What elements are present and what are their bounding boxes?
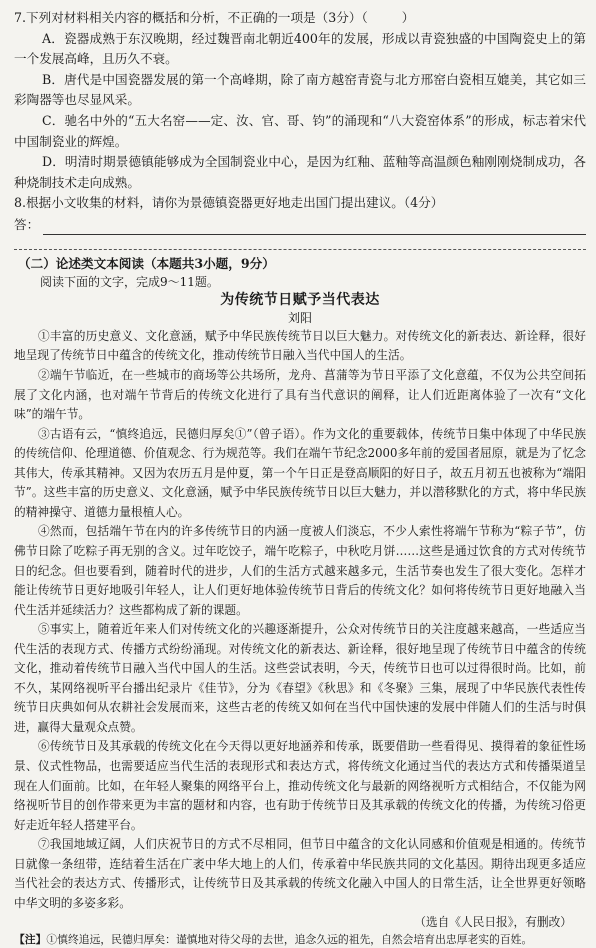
question-8-stem: 8.根据小文收集的材料，请你为景德镇瓷器更好地走出国门提出建议。（4分） <box>14 195 444 211</box>
section-divider <box>14 249 586 250</box>
article-paragraph-2: ②端午节临近，在一些城市的商场等公共场所，龙舟、菖蒲等为节日平添了文化意蕴，不仅为公共空间拓展了文化内涵，也对端午节背后的传统文化进行了具有当代意识的阐释，让人们近距离体验了一次有“文化味”的端午节。 <box>14 368 586 422</box>
section-2-heading: （二）论述类文本阅读（本题共3小题，9分） <box>18 255 275 271</box>
article-author: 刘阳 <box>287 310 312 325</box>
article-paragraph-1: ①丰富的历史意义、文化意涵，赋予中华民族传统节日以巨大魅力。对传统文化的新表达、新诠释，很好地呈现了传统节日中蕴含的传统文化，推动传统节日融入当代中国人的生活。 <box>14 328 586 363</box>
question-7-paren-close: ） <box>401 10 415 25</box>
article-source: （选自《人民日报》，有删改） <box>414 915 572 930</box>
article-title: 为传统节日赋予当代表达 <box>220 291 380 308</box>
question-7-option-a: A．瓷器成熟于东汉晚期，经过魏晋南北朝近400年的发展，形成以青瓷独盛的中国陶瓷史上的第一个发展高峰，且历久不衰。 <box>14 30 586 67</box>
footnote <box>14 932 586 948</box>
question-7-option-c: C．驰名中外的“五大名窑——定、汝、官、哥、钧”的涌现和“八大瓷窑体系”的形成，标志着宋代中国制瓷业的辉煌。 <box>14 112 586 149</box>
answer-line[interactable] <box>43 220 586 235</box>
article-paragraph-7: ⑦我国地域辽阔，人们庆祝节日的方式不尽相同，但节日中蕴含的文化认同感和价值观是相通的。传统节日就像一条纽带，连结着生活在广袤中华大地上的人们，传承着中华民族共同的文化基因。期待出现更多适应当代社会的表达方式、传播形式，让传统节日及其承载的传统文化融入中国人的日常生活，让全世界更好领略中华文明的多姿多彩。 <box>14 837 586 910</box>
article-paragraph-5: ⑤事实上，随着近年来人们对传统文化的兴趣逐渐提升，公众对传统节日的关注度越来越高，一些适应当代生活的表现方式、传播方式纷纷涌现。对传统文化的新表达、新诠释，很好地呈现了传统节日中蕴含的传统文化，推动着传统节日融入当代中国人的生活。这些尝试表明，今天，传统节日也可以过得很时尚。比如，前不久，某网络视听平台播出纪录片《佳节》，分为《春望》《秋思》和《冬聚》三集，展现了中华民族代表性传统节日庆典如何从农耕社会发展而来，这些古老的传统又如何在当代中国快速的发展中伴随人们的生活与时俱进，赢得大量观众点赞。 <box>14 622 586 734</box>
section-2-instruction: 阅读下面的文字，完成9～11题。 <box>40 274 219 289</box>
article-paragraph-4: ④然而，包括端午节在内的许多传统节日的内涵一度被人们淡忘，不少人索性将端午节称为“粽子节”，仿佛节日除了吃粽子再无别的含义。过年吃饺子，端午吃粽子，中秋吃月饼……这些是通过饮食的方式对传统节日的纪念。但也要看到，随着时代的进步，人们的生活方式越来越多元，生活节奏也发生了很大变化。怎样才能让传统节日更好地吸引年轻人，让人们更好地体验传统节日背后的传统文化？如何将传统节日更好地融入当代生活并延续活力？这些都构成了新的课题。 <box>14 524 586 617</box>
question-7-option-b: B．唐代是中国瓷器发展的第一个高峰期，除了南方越窑青瓷与北方邢窑白瓷相互媲美，其它如三彩陶器等也尽显风采。 <box>14 71 586 108</box>
question-7-option-d: D．明清时期景德镇能够成为全国制瓷业中心，是因为红釉、蓝釉等高温颜色釉刚刚烧制成功，各种烧制技术走向成熟。 <box>14 154 586 190</box>
article-paragraph-6: ⑥传统节日及其承载的传统文化在今天得以更好地涵养和传承，既要借助一些看得见、摸得着的象征性场景、仪式性物品，也需要适应当代生活的表现形式和表达方式，将传统文化通过当代的表达方式和传播渠道呈现在人们面前。比如，在年轻人聚集的网络平台上，推动传统文化与最新的网络视听方式相结合，不仅能为网络视听节目的创作带来更为丰富的题材和内容，也有助于传统节日及其承载的传统文化的传播，为传统习俗更好走近年轻人搭建平台。 <box>14 739 586 832</box>
question-7-stem <box>14 8 586 29</box>
article-paragraph-3: ③古语有云，“慎终追远，民德归厚矣①”（曾子语）。作为文化的重要载体，传统节日集中体现了中华民族的传统信仰、伦理道德、价值观念、行为规范等。我们在端午节纪念2000多年前的爱国者屈原，就是为了忆念其伟大，传承其精神。又因为农历五月是仲夏，第一个午日正是登高顺阳的好日子，故五月初五也被称为“端阳节”。这些丰富的历史意义、文化意涵，赋予中华民族传统节日以巨大魅力，并以潜移默化的方式，将中华民族的精神操守、道德力量根植人心。 <box>14 426 586 519</box>
footnote-text: ①慎终追远，民德归厚矣：谨慎地对待父母的去世，追念久远的祖先，自然会培育出忠厚老实的百姓。 <box>46 933 533 947</box>
footnote-label: 【注】 <box>14 933 47 947</box>
answer-label: 答： <box>14 216 40 232</box>
question-8-answer-row <box>14 215 586 235</box>
question-7-text: 7.下列对材料相关内容的概括和分析，不正确的一项是（3分）（ <box>14 10 368 25</box>
